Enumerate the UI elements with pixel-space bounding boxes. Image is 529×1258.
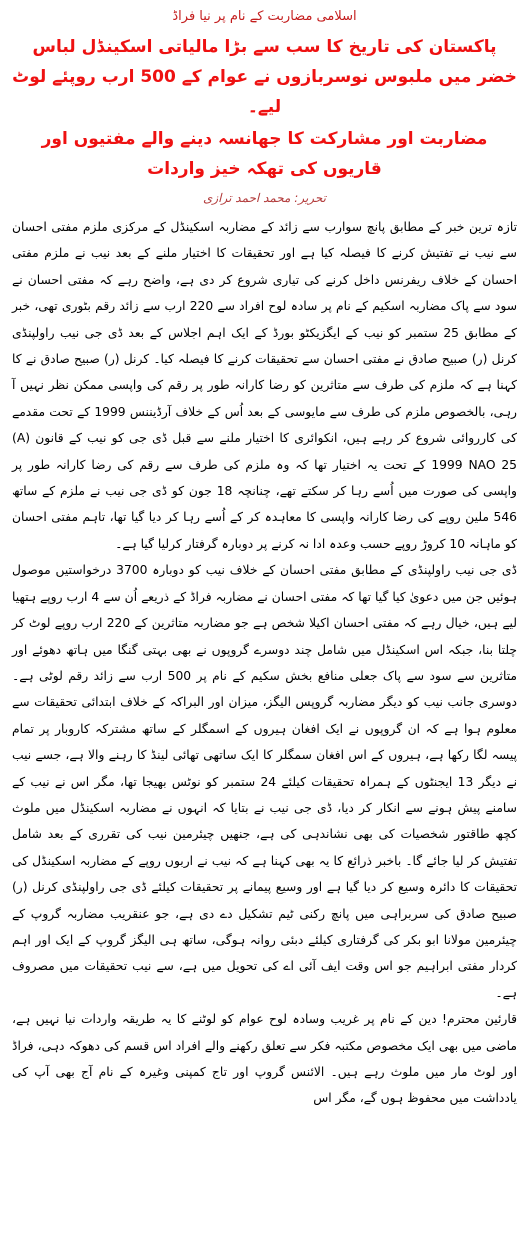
author-byline: تحریر: محمد احمد ترازی: [202, 191, 327, 205]
body-paragraph-3: قارئین محترم! دین کے نام پر غریب وسادہ لوح عوام کو لوٹنے کا یہ طریقہ واردات نیا نہیں ہے، ماضی میں بھی ایک مخصوص مکتبہ فکر سے تعلق رکھنے والے افراد اس قسم کی دھوکہ دہی، فراڈ اور لوٹ مار میں ملوث رہے ہیں۔ الائنس گروپ اور تاج کمپنی وغیرہ کے نام آج بھی آپ کی یادداشت میں محفوظ ہوں گے، مگر اس: [12, 1012, 517, 1106]
headline-primary: پاکستان کی تاریخ کا سب سے بڑا مالیاتی اسکینڈل لباس خضر میں ملبوس نوسربازوں نے عوام کے 500 ارب روپئے لوٹ لیے۔: [12, 37, 517, 117]
body-paragraph-2: ڈی جی نیب راولپنڈی کے مطابق مفتی احسان کے خلاف نیب کو دوبارہ 3700 درخواستیں موصول ہوئیں جن میں دعویٰ کیا گیا تھا کہ مفتی احسان نے مضاربہ فراڈ کے ذریعے اُن سے 4 ارب روپے ہتھیا لیے ہیں، خیال رہے کہ مفتی احسان اکیلا شخص ہے جو مضاربہ متاثرین کے 220 ارب روپے لوٹ کر چلتا بنا، جبکہ اس اسکینڈل میں شامل چند دوسرے گروپوں نے بھی بہتی گنگا میں ہاتھ دھوئے اور متاثرین سے سود سے پاک جعلی منافع بخش سکیم کے نام پر 500 ارب سے زائد رقم لوٹی ہے۔ دوسری جانب نیب کو دیگر مضاربہ گروپس الیگز، میزان اور البراکہ کے خلاف ابتدائی تحقیقات سے معلوم ہوا ہے کہ ان گروپوں نے ایک افغان ہیروں کے اسمگلر کے ساتھ مشترکہ کاروبار پر تمام پیسہ لگا رکھا ہے، ہیروں کے اس افغان سمگلر کا ایک ساتھی تھائی لینڈ کا رہنے والا ہے، جسے نیب نے دیگر 13 ایجنٹوں کے ہمراہ تحقیقات کیلئے 24 ستمبر کو نوٹس بھیجا تھا، مگر اس نے نیب کے سامنے پیش ہونے سے انکار کر دیا، ڈی جی نیب نے بتایا کہ انہوں نے مضاربہ اسکینڈل میں ملوث کچھ طاقتور شخصیات کی بھی نشاندہی کی ہے، جنھیں چیئرمین نیب کی تقرری کے بعد شامل تفتیش کر لیا جائے گا۔ باخبر ذرائع کا یہ بھی کہنا ہے کہ نیب نے اربوں روپے کے مضاربہ اسکینڈل کی تحقیقات کا دائرہ وسیع کر دیا گیا ہے اور وسیع پیمانے پر تحقیقات کیلئے ڈی جی راولپنڈی کرنل (ر) صبیح صادق کی سربراہی میں پانچ رکنی ٹیم تشکیل دے دی ہے، جو عنقریب مضاربہ گروپ کے چیئرمین مولانا ابو بکر کی گرفتاری کیلئے دبئی روانہ ہوگی، ساتھ ہی الیگز گروپ کے ایک اور اہم کردار مفتی ابراہیم جو اس وقت ایف آئی اے کی تحویل میں ہے، سے نیب تحقیقات میں مصروف ہے۔: [12, 563, 517, 1000]
article-kicker: اسلامی مضاربت کے نام پر نیا فراڈ: [172, 9, 357, 24]
body-paragraph-1: تازہ ترین خبر کے مطابق پانچ سوارب سے زائد کے مضاربہ اسکینڈل کے مرکزی ملزم مفتی احسان سے نیب نے تفتیش کرنے کا فیصلہ کیا ہے اور تحقیقات کا اختیار ملنے کے بعد نیب نے ملزم مفتی احسان کے خلاف ریفرنس داخل کرنے کی تیاری شروع کر دی ہے، واضح رہے کہ مفتی احسان نے سود سے پاک مضاربہ اسکیم کے نام پر سادہ لوح افراد سے 220 ارب سے زائد رقم بٹوری تھی، خبر کے مطابق 25 ستمبر کو نیب کے ایگزیکٹو بورڈ کے ایک اہم اجلاس کے بعد ڈی جی نیب راولپنڈی کرنل (ر) صبیح صادق نے مفتی احسان سے تحقیقات کرنے کا فیصلہ کیا۔ کرنل (ر) صبیح صادق نے کا کہنا ہے کہ ملزم کی طرف سے متاثرین کو رضا کارانہ طور پر رقم کی واپسی ممکن نظر نہیں آ رہی، بالخصوص ملزم کی طرف سے مایوسی کے بعد اُس کے خلاف آرڈیننس 1999 کے تحت مقدمے کی کارروائی شروع کر رہے ہیں، انکوائری کا اختیار ملنے سے قبل ڈی جی کو نیب کے قانون (A) 1999 NAO 25 کے تحت یہ اختیار تھا کہ وہ ملزم کی طرف سے رقم کی رضا کارانہ طور پر واپسی کی صورت میں اُسے رہا کر سکتے تھے، چنانچہ 18 جون کو ڈی جی نیب نے ملزم کے ساتھ 546 ملین روپے کی رضا کارانہ واپسی کا معاہدہ کر کے اُسے رہا کر دیا گیا تھا، تاہم مفتی احسان کو ماہانہ 10 کروڑ روپے حسب وعدہ ادا نہ کرنے پر دوبارہ گرفتار کرلیا گیا ہے۔: [12, 220, 517, 551]
headline-secondary: مضاربت اور مشارکت کا جھانسہ دینے والے مفتیوں اور قاریوں کی تھکہ خیز واردات: [41, 129, 488, 179]
article: [8, 0, 521, 1112]
